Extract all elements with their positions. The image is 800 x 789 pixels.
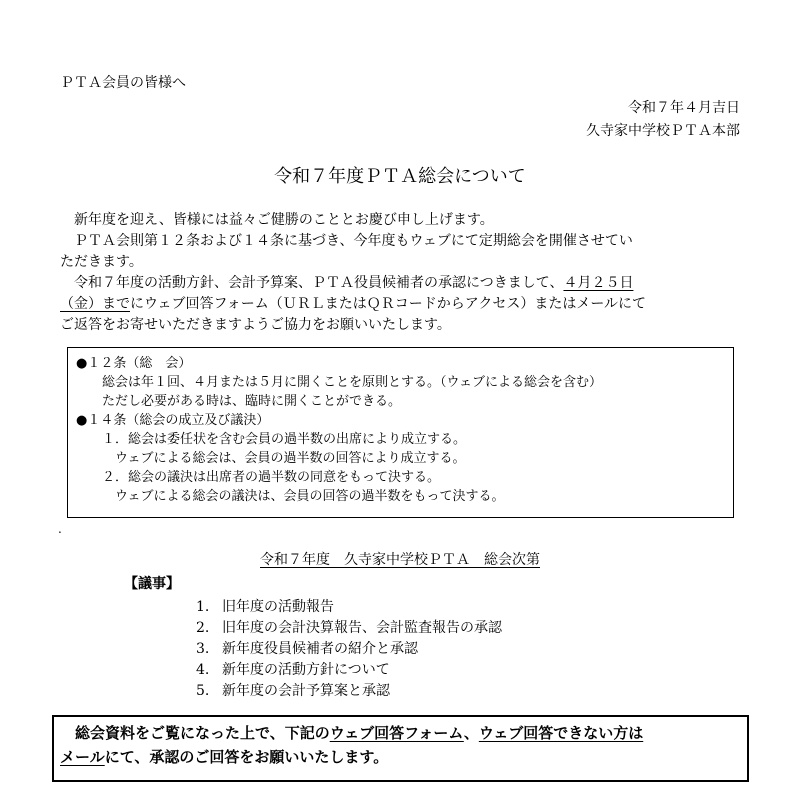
agenda-item [196,619,502,640]
document-title: 令和７年度ＰＴＡ総会について [274,166,526,187]
intro-line: ただきます。 [60,254,143,270]
article-line: ウェブによる総会の議決は、会員の回答の過半数をもって決する。 [76,489,505,504]
intro-line: ご返答をお寄せいただきますようご協力をお願いいたします。 [60,317,451,333]
notice-line [60,747,643,771]
agenda-title-text: 令和７年度 久寺家中学校ＰＴＡ 総会次第 [260,552,540,568]
intro-line: ＰＴＡ会則第１２条および１４条に基づき、今年度もウェブにて定期総会を開催させてい [60,233,633,249]
issue-date: 令和７年４月吉日 [628,100,740,116]
article-line: ただし必要がある時は、臨時に開くことができる。 [76,394,402,409]
email-link[interactable]: メール [60,748,105,766]
agenda-item [196,598,502,619]
article-line: ウェブによる総会は、会員の過半数の回答により成立する。 [76,451,466,466]
agenda-item-text: 新年度の会計予算案と承認 [222,683,390,699]
intro-line [60,274,646,295]
agenda-item [196,682,502,703]
greeting-line: 新年度を迎え、皆様には益々ご健勝のこととお慶び申し上げます。 [60,212,494,228]
agenda-item-number: 4. [196,662,210,678]
agenda-item-text: 新年度の活動方針について [222,662,390,678]
article-line: ２．総会の議決は出席者の過半数の同意をもって決する。 [76,470,441,485]
notice-line [60,723,643,747]
intro-section [60,211,646,337]
article-line: １．総会は委任状を含む会員の過半数の出席により成立する。 [76,432,467,447]
notice-text-part: にて、承認のご回答をお願いいたします。 [104,748,389,766]
article-heading: ●１４条（総会の成立及び議決） [76,413,270,428]
deadline-date: ４月２５日 [563,275,634,291]
addressee: ＰＴＡ会員の皆様へ [60,75,186,91]
deadline-day: （金）まで [60,296,130,312]
agenda-list [196,598,502,703]
no-web-note: ウェブ回答できない方は [478,724,644,742]
intro-text: 令和７年度の活動方針、会計予算案、ＰＴＡ役員候補者の承認につきまして、 [60,275,564,291]
intro-line [60,295,646,316]
agenda-title [0,551,800,569]
agenda-heading: 【議事】 [124,576,180,592]
stray-mark: . [58,522,62,536]
agenda-item [196,661,502,682]
notice-text [60,723,643,771]
agenda-item-text: 旧年度の会計決算報告、会計監査報告の承認 [222,620,502,636]
agenda-item-text: 旧年度の活動報告 [222,599,334,615]
article-heading: ●１２条（総 会） [76,356,192,371]
articles-text [76,355,602,507]
web-form-link[interactable]: ウェブ回答フォーム [329,724,464,742]
issuer: 久寺家中学校ＰＴＡ本部 [586,123,740,139]
agenda-item-number: 5. [196,683,210,699]
agenda-item-number: 3. [196,641,210,657]
agenda-item-number: 1. [196,599,210,615]
notice-text-part: 、 [463,724,479,742]
article-line: 総会は年１回、４月または５月に開くことを原則とする。（ウェブによる総会を含む） [76,375,602,390]
agenda-item-text: 新年度役員候補者の紹介と承認 [222,641,418,657]
notice-text-part: 総会資料をご覧になった上で、下記の [60,724,330,742]
agenda-item-number: 2. [196,620,210,636]
intro-text: にウェブ回答フォーム（ＵＲＬまたはＱＲコードからアクセス）またはメールにて [130,296,647,312]
agenda-item [196,640,502,661]
